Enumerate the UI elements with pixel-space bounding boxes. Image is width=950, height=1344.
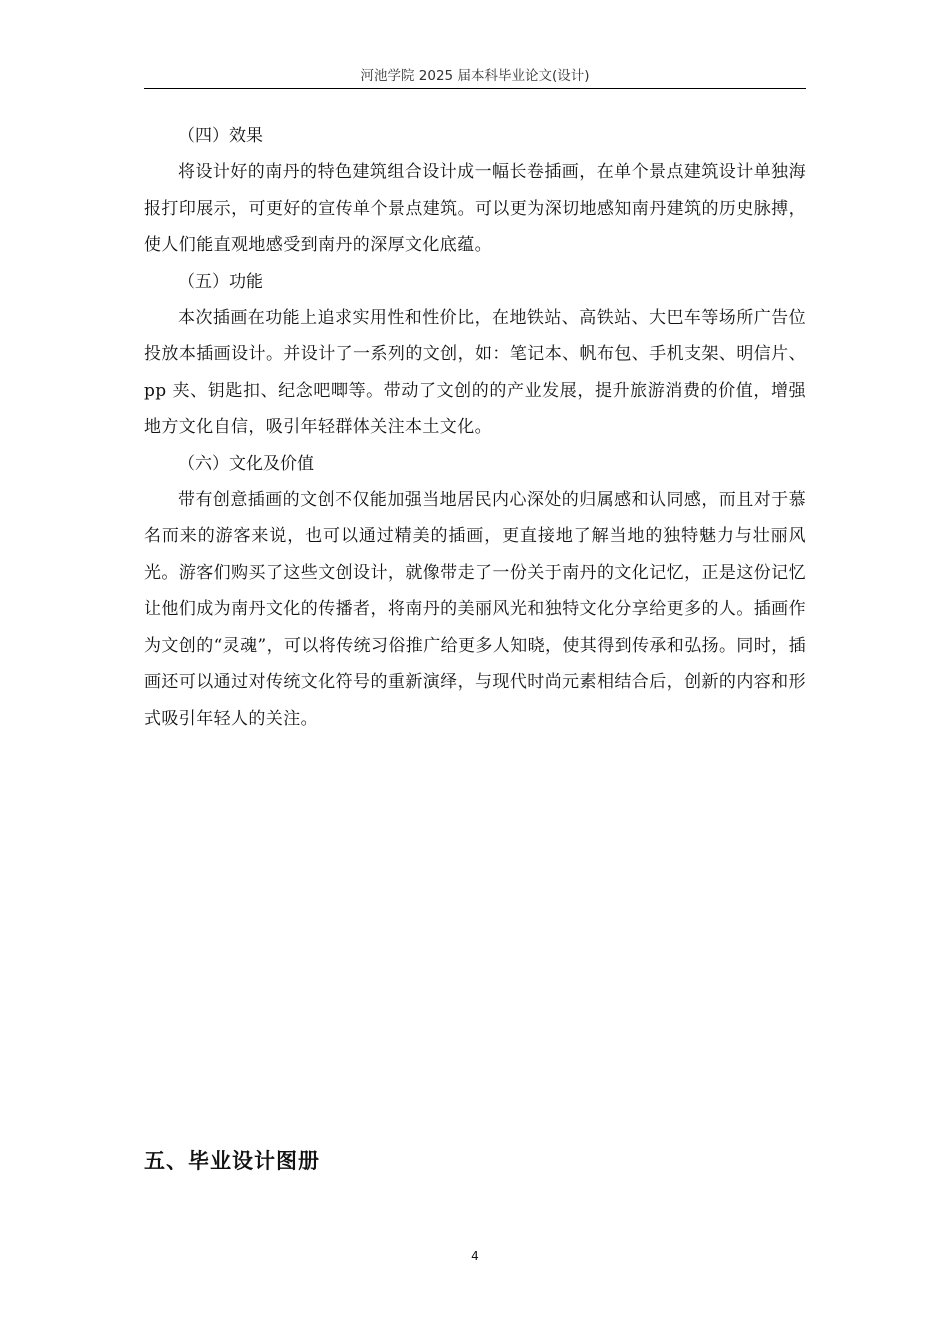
subsection-heading-culture-value: （六）文化及价值 (178, 453, 314, 474)
paragraph-effect: 将设计好的南丹的特色建筑组合设计成一幅长卷插画，在单个景点建筑设计单独海报打印展示，可更好的宣传单个景点建筑。可以更为深切地感知南丹建筑的历史脉搏，使人们能直观地感受到南丹的深厚文化底蕴。 (144, 162, 806, 255)
section-heading: 五、毕业设计图册 (144, 1149, 320, 1173)
header-divider (144, 88, 806, 89)
page-number: 4 (471, 1249, 479, 1263)
paragraph-culture-value: 带有创意插画的文创不仅能加强当地居民内心深处的归属感和认同感，而且对于慕名而来的游客来说，也可以通过精美的插画，更直接地了解当地的独特魅力与壮丽风光。游客们购买了这些文创设计，就像带走了一份关于南丹的文化记忆，正是这份记忆让他们成为南丹文化的传播者，将南丹的美丽风光和独特文化分享给更多的人。插画作为文创的“灵魂”，可以将传统习俗推广给更多人知晓，使其得到传承和弘扬。同时，插画还可以通过对传统文化符号的重新演绎，与现代时尚元素相结合后，创新的内容和形式吸引年轻人的关注。 (144, 489, 806, 729)
subsection-heading-function: （五）功能 (178, 271, 263, 292)
running-header: 河池学院 2025 届本科毕业论文(设计) (360, 68, 590, 84)
subsection-heading-effect: （四）效果 (178, 126, 263, 146)
paragraph-function: 本次插画在功能上追求实用性和性价比，在地铁站、高铁站、大巴车等场所广告位投放本插画设计。并设计了一系列的文创，如：笔记本、帆布包、手机支架、明信片、pp 夹、钥匙扣、纪念吧唧等。带动了文创的的产业发展，提升旅游消费的价值，增强地方文化自信，吸引年轻群体关注本土文化。 (144, 307, 806, 437)
document-body (144, 118, 806, 737)
